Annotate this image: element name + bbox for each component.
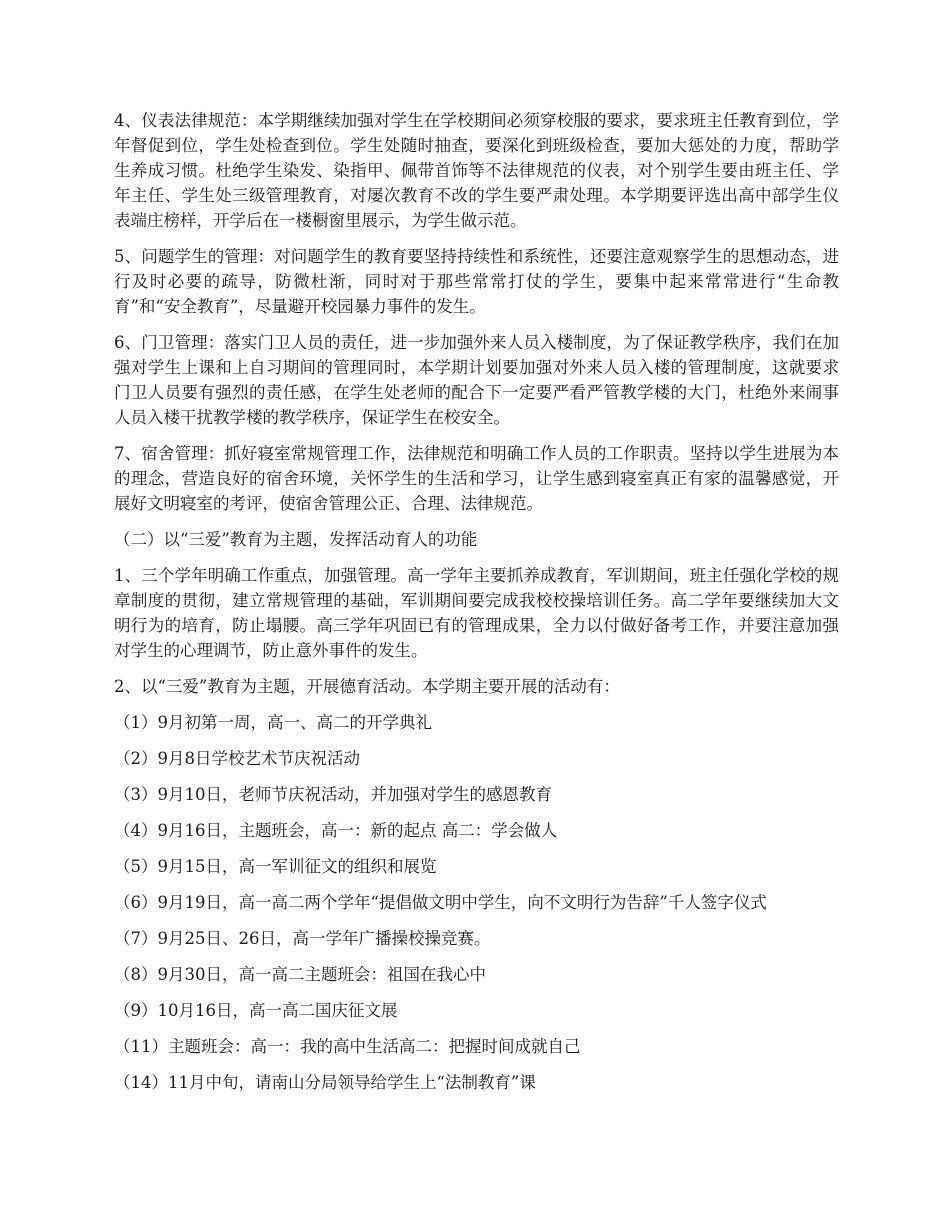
paragraph-problem-students: 5、问题学生的管理：对问题学生的教育要坚持持续性和系统性，还要注意观察学生的思想动态，进行及时必要的疏导，防微杜渐，同时对于那些常常打仗的学生，要集中起来常常进行“生命教育”和“安全教育”，尽量避开校园暴力事件的发生。: [114, 247, 839, 316]
activity-item: （9）10月16日，高一高二国庆征文展: [114, 1001, 398, 1020]
activity-item: （2）9月8日学校艺术节庆祝活动: [114, 749, 360, 768]
activity-item: （3）9月10日，老师节庆祝活动，并加强对学生的感恩教育: [114, 785, 552, 804]
paragraph-activities-intro: 2、以“三爱”教育为主题，开展德育活动。本学期主要开展的活动有：: [114, 677, 620, 696]
activity-item: （14）11月中旬，请南山分局领导给学生上“法制教育”课: [114, 1073, 536, 1092]
activity-item: （1）9月初第一周，高一、高二的开学典礼: [114, 713, 432, 732]
activity-item: （4）9月16日，主题班会，高一：新的起点 高二：学会做人: [114, 821, 558, 840]
paragraph-uniform-rules: 4、仪表法律规范：本学期继续加强对学生在学校期间必须穿校服的要求，要求班主任教育到位，学年督促到位，学生处检查到位。学生处随时抽查，要深化到班级检查，要加大惩处的力度，帮助学生养成习惯。杜绝学生染发、染指甲、佩带首饰等不法律规范的仪表，对个别学生要由班主任、学年主任、学生处三级管理教育，对屡次教育不改的学生要严肃处理。本学期要评选出高中部学生仪表端庄榜样，开学后在一楼橱窗里展示，为学生做示范。: [114, 111, 839, 230]
paragraph-grade-focus: 1、三个学年明确工作重点，加强管理。高一学年主要抓养成教育，军训期间，班主任强化学校的规章制度的贯彻，建立常规管理的基础，军训期间要完成我校校操培训任务。高二学年要继续加大文明行为的培育，防止塌腰。高三学年巩固已有的管理成果，全力以付做好备考工作，并要注意加强对学生的心理调节，防止意外事件的发生。: [114, 566, 839, 660]
activity-item: （6）9月19日，高一高二两个学年“提倡做文明中学生，向不文明行为告辞”千人签字仪式: [114, 893, 767, 912]
activity-item: （8）9月30日，高一高二主题班会：祖国在我心中: [114, 965, 486, 984]
document-body: [114, 108, 839, 1106]
paragraph-dorm-management: 7、宿舍管理：抓好寝室常规管理工作，法律规范和明确工作人员的工作职责。坚持以学生进展为本的理念，营造良好的宿舍环境，关怀学生的生活和学习，让学生感到寝室真正有家的温馨感觉，开展好文明寝室的考评，使宿舍管理公正、合理、法律规范。: [114, 444, 839, 513]
activity-item: （11）主题班会：高一：我的高中生活高二：把握时间成就自己: [114, 1037, 581, 1056]
activity-item: （7）9月25日、26日，高一学年广播操校操竞赛。: [114, 929, 491, 948]
activity-item: （5）9月15日，高一军训征文的组织和展览: [114, 857, 437, 876]
section-heading-activities: （二）以“三爱”教育为主题，发挥活动育人的功能: [114, 530, 478, 549]
paragraph-guard-management: 6、门卫管理：落实门卫人员的责任，进一步加强外来人员入楼制度，为了保证教学秩序，我们在加强对学生上课和上自习期间的管理同时，本学期计划要加强对外来人员入楼的管理制度，这就要求门卫人员要有强烈的责任感，在学生处老师的配合下一定要严看严管教学楼的大门，杜绝外来闹事人员入楼干扰教学楼的教学秩序，保证学生在校安全。: [114, 333, 839, 427]
